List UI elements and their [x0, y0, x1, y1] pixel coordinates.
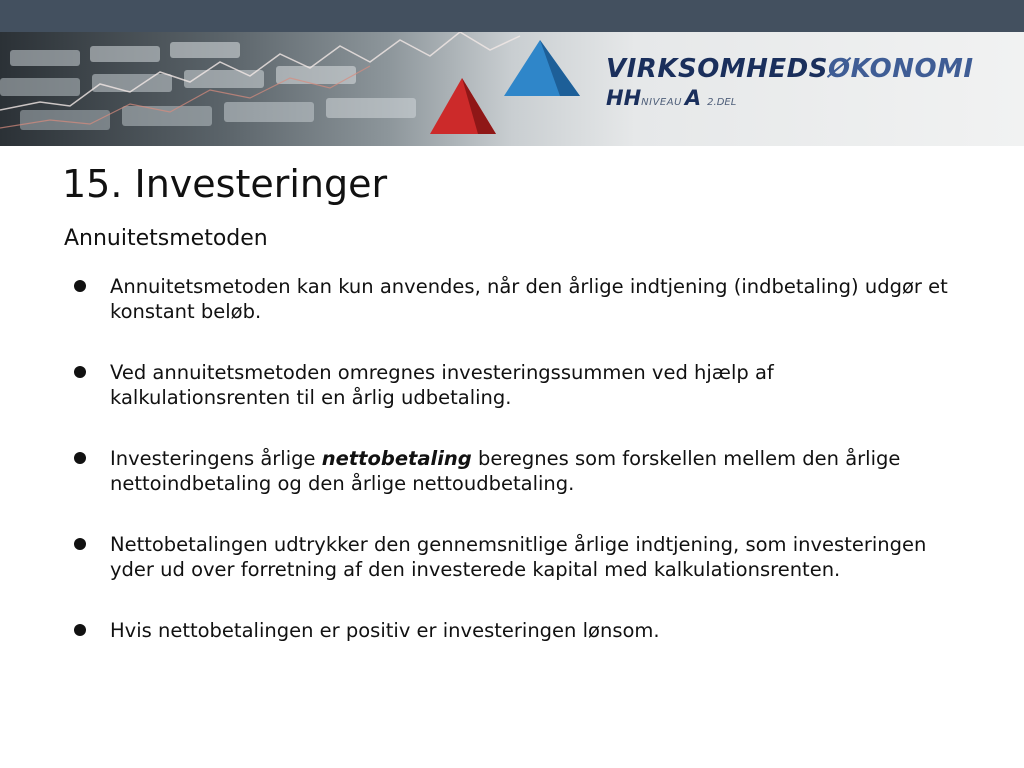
page-title: 15. Investeringer — [62, 162, 388, 206]
bullet-text: Hvis nettobetalingen er positiv er investeringen lønsom. — [110, 619, 660, 642]
keyboard-image — [0, 42, 416, 130]
bullet-text: Nettobetalingen udtrykker den gennemsnitlige årlige indtjening, som investeringen yder ud over forretning af den investerede kapital med kalkulationsrenten. — [110, 533, 927, 581]
level-prefix: HH — [606, 86, 642, 110]
top-bar — [0, 0, 1024, 32]
bullet-emphasis: nettobetaling — [321, 447, 472, 470]
bullet-text-after: beregnes som forskellen mellem den årlige nettoindbetaling og den årlige nettoudbetaling. — [110, 447, 901, 495]
bullet-item — [70, 360, 950, 410]
bullet-item — [70, 532, 950, 582]
level-word: NIVEAU — [641, 97, 682, 108]
bullet-text: Ved annuitetsmetoden omregnes investeringssummen ved hjælp af kalkulationsrenten til en årlig udbetaling. — [110, 361, 774, 409]
bullet-dot-icon — [74, 366, 86, 378]
bullet-dot-icon — [74, 538, 86, 550]
header-banner — [0, 32, 1024, 146]
bullet-text-before: Investeringens årlige — [110, 447, 322, 470]
bullet-item — [70, 274, 950, 324]
bullet-text: Annuitetsmetoden kan kun anvendes, når den årlige indtjening (indbetaling) udgør et konstant beløb. — [110, 275, 948, 323]
part-label: 2.DEL — [707, 97, 737, 108]
page-subtitle: Annuitetsmetoden — [64, 226, 268, 251]
bullet-item — [70, 618, 950, 643]
brand-title — [606, 54, 974, 84]
brand-logo — [606, 54, 974, 110]
bullet-item — [70, 446, 950, 496]
brand-title-part2: ØKONOMI — [828, 54, 974, 84]
bullet-list — [70, 274, 950, 643]
bullet-dot-icon — [74, 280, 86, 292]
brand-subtitle — [606, 86, 974, 110]
bullet-dot-icon — [74, 624, 86, 636]
brand-title-part1: VIRKSOMHEDS — [606, 54, 828, 84]
level-grade: A — [684, 86, 702, 110]
bullet-dot-icon — [74, 452, 86, 464]
